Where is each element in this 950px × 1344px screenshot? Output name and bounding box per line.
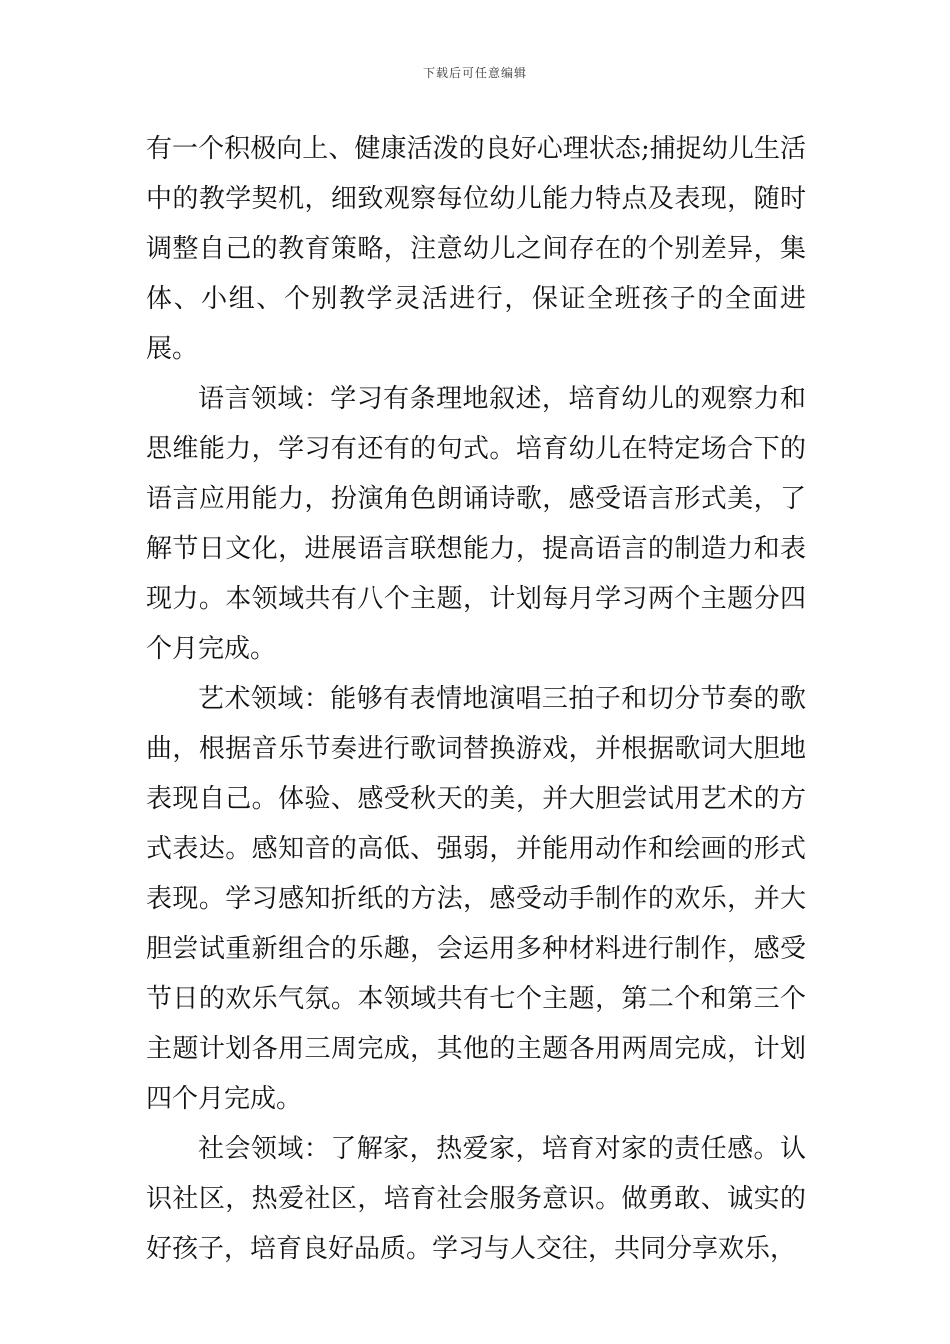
paragraph-art-domain: 艺术领域：能够有表情地演唱三拍子和切分节奏的歌曲，根据音乐节奏进行歌词替换游戏，并根据歌词大胆地表现自己。体验、感受秋天的美，并大胆尝试用艺术的方式表达。感知音的高低、强弱，并能用动作和绘画的形式表现。学习感知折纸的方法，感受动手制作的欢乐，并大胆尝试重新组合的乐趣，会运用多种材料进行制作，感受节日的欢乐气氛。本领域共有七个主题，第二个和第三个主题计划各用三周完成，其他的主题各用两周完成，计划四个月完成。 (146, 684, 806, 1114)
document-body (146, 124, 806, 1274)
paragraph-language-domain: 语言领域：学习有条理地叙述，培育幼儿的观察力和思维能力，学习有还有的句式。培育幼儿在特定场合下的语言应用能力，扮演角色朗诵诗歌，感受语言形式美，了解节日文化，进展语言联想能力，提高语言的制造力和表现力。本领域共有八个主题，计划每月学习两个主题分四个月完成。 (146, 384, 806, 664)
paragraph-social-domain: 社会领域：了解家，热爱家，培育对家的责任感。认识社区，热爱社区，培育社会服务意识。做勇敢、诚实的好孩子，培育良好品质。学习与人交往，共同分享欢乐， (146, 1134, 806, 1264)
paragraph-continued: 有一个积极向上、健康活泼的良好心理状态;捕捉幼儿生活中的教学契机，细致观察每位幼儿能力特点及表现，随时调整自己的教育策略，注意幼儿之间存在的个别差异，集体、小组、个别教学灵活进行，保证全班孩子的全面进展。 (146, 134, 806, 364)
page-header: 下载后可任意编辑 (422, 66, 527, 80)
